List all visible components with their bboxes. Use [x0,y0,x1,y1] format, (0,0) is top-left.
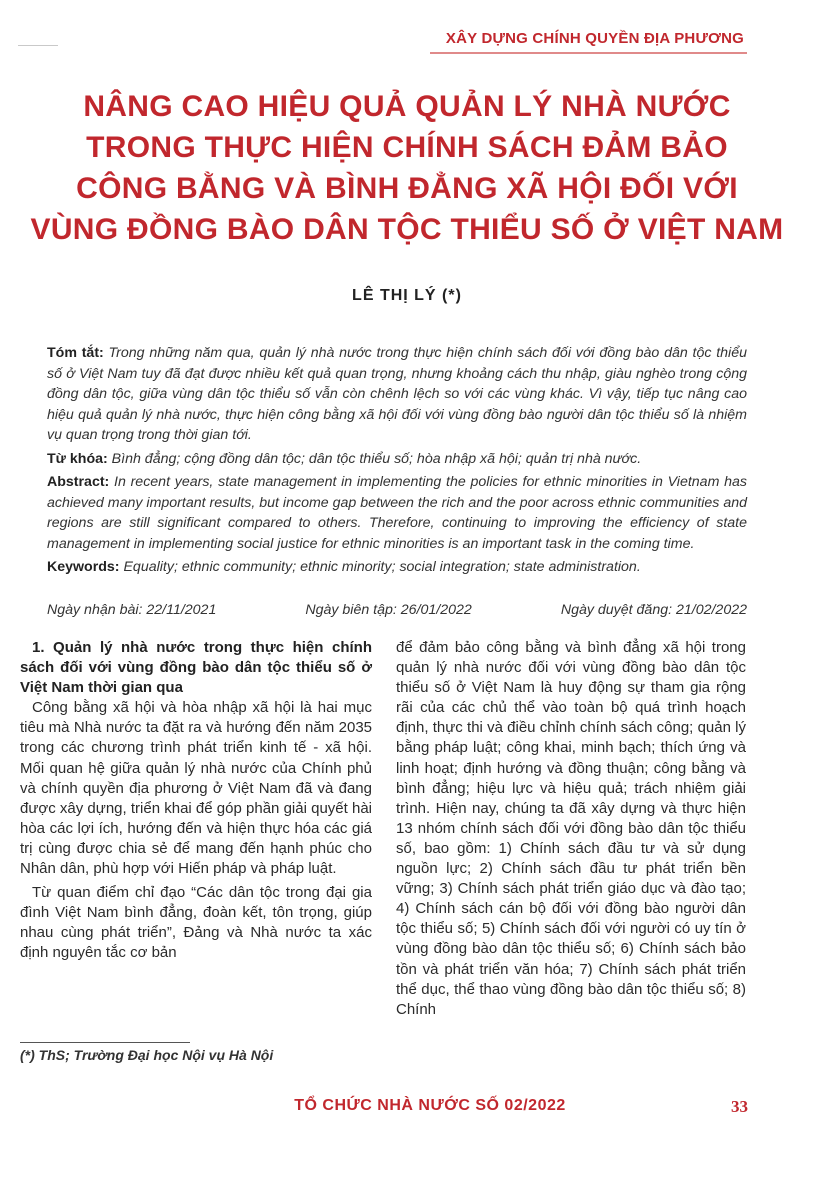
body-paragraph: Công bằng xã hội và hòa nhập xã hội là hai mục tiêu mà Nhà nước ta đặt ra và hướng đến năm 2035 trong các chương trình phát triển kinh tế - xã hội. Mối quan hệ giữa quản lý nhà nước của Chính phủ và chính quyền địa phương ở Việt Nam đã và đang được xây dựng, triển khai để góp phần giải quyết hài hòa các lợi ích, hướng đến và hiện thực hóa các giá trị cùng được chia sẻ để mang đến hạnh phúc cho Nhân dân, phù hợp với Hiến pháp và pháp luật. [20,699,372,878]
author-footnote: (*) ThS; Trường Đại học Nội vụ Hà Nội [20,1047,274,1063]
keywords-vi-label: Từ khóa: [47,450,108,467]
article-dates [47,602,747,618]
summary-text: Trong những năm qua, quản lý nhà nước trong thực hiện chính sách đối với đồng bào dân tộc thiểu số ở Việt Nam tuy đã đạt được nhiều kết quả quan trọng, nhưng khoảng cách thu nhập, giàu nghèo trong cộng đồng dân tộc, giữa vùng dân tộc thiểu số vẫn còn chênh lệch so với các vùng khác. Vì vậy, tiếp tục nâng cao hiệu quả quản lý nhà nước, thực hiện công bằng xã hội đối với vùng đồng bào người dân tộc thiểu số là nhiệm vụ quan trọng trong thời gian tới. [47,345,747,443]
keywords-vi-paragraph [47,449,747,470]
summary-paragraph [47,343,747,446]
footnote-rule [20,1042,190,1043]
summary-label: Tóm tắt: [47,345,104,361]
date-approved: Ngày duyệt đăng: 21/02/2022 [560,602,747,618]
title-line: TRONG THỰC HIỆN CHÍNH SÁCH ĐẢM BẢO [86,131,728,164]
section-heading: 1. Quản lý nhà nước trong thực hiện chính sách đối với vùng đồng bào dân tộc thiểu số ở Việt Nam thời gian qua [20,639,372,697]
title-line: NÂNG CAO HIỆU QUẢ QUẢN LÝ NHÀ NƯỚC [83,90,731,123]
keywords-en-text: Equality; ethnic community; ethnic minority; social integration; state administration. [119,559,641,575]
page-number: 33 [731,1097,748,1116]
body-column-left [20,638,372,964]
article-title [30,86,784,250]
body-paragraph: Từ quan điểm chỉ đạo “Các dân tộc trong đại gia đình Việt Nam bình đẳng, đoàn kết, tôn trọng, giúp nhau cùng phát triển”, Đảng và Nhà nước ta xác định nguyên tắc cơ bản [20,884,372,962]
body-paragraph: để đảm bảo công bằng và bình đẳng xã hội trong quản lý nhà nước đối với vùng đồng bào dân tộc thiểu số ở Việt Nam là huy động sự tham gia rộng rãi của các chủ thể vào toàn bộ quá trình hoạch định, thực thi và điều chỉnh chính sách công; quản lý bằng pháp luật; công khai, minh bạch; thích ứng và linh hoạt; định hướng và đồng thuận; công bằng và bình đẳng; hiệu lực và hiệu quả; trách nhiệm giải trình. Hiện nay, chúng ta đã xây dựng và thực hiện 13 nhóm chính sách đối với đồng bào dân tộc thiểu số, bao gồm: 1) Chính sách đầu tư và sử dụng nguồn lực; 2) Chính sách đầu tư phát triển bền vững; 3) Chính sách phát triển giáo dục và đào tạo; 4) Chính sách cán bộ đối với đồng bào người dân tộc thiểu số; 5) Chính sách đối với người có uy tín ở vùng đồng bào dân tộc thiểu số; 6) Chính sách bảo tồn và phát triển văn hóa; 7) Chính sách phát triển thể dục, thể thao vùng đồng bào dân tộc thiểu số; 8) Chính [396,639,746,1018]
date-received: Ngày nhận bài: 22/11/2021 [47,602,217,618]
abstract-en-paragraph [47,472,747,554]
date-edited: Ngày biên tập: 26/01/2022 [305,602,472,618]
corner-mark [18,45,58,46]
keywords-vi-text: Bình đẳng; cộng đồng dân tộc; dân tộc thiểu số; hòa nhập xã hội; quản trị nhà nước. [107,450,642,467]
footer-journal-title: TỔ CHỨC NHÀ NƯỚC SỐ 02/2022 [294,1097,566,1114]
author-name: LÊ THỊ LÝ (*) [352,287,462,304]
abstract-en-label: Abstract: [47,474,110,490]
running-header: XÂY DỰNG CHÍNH QUYỀN ĐỊA PHƯƠNG [445,30,744,47]
title-line: CÔNG BẰNG VÀ BÌNH ĐẲNG XÃ HỘI ĐỐI VỚI [76,172,738,205]
abstract-en-text: In recent years, state management in implementing the policies for ethnic minorities in Vietnam has achieved many important results, but income gap between the rich and the poor across ethnic communities and regions are still significant compared to others. Therefore, continuing to improving the efficiency of state management in implementing social justice for ethnic minorities is an important task in the coming time. [47,474,747,552]
title-line: VÙNG ĐỒNG BÀO DÂN TỘC THIỂU SỐ Ở VIỆT NAM [30,213,784,246]
keywords-en-label: Keywords: [47,559,120,575]
abstract-block [47,343,747,581]
body-column-right [396,638,746,1020]
header-rule [430,52,747,54]
keywords-en-paragraph [47,557,747,578]
